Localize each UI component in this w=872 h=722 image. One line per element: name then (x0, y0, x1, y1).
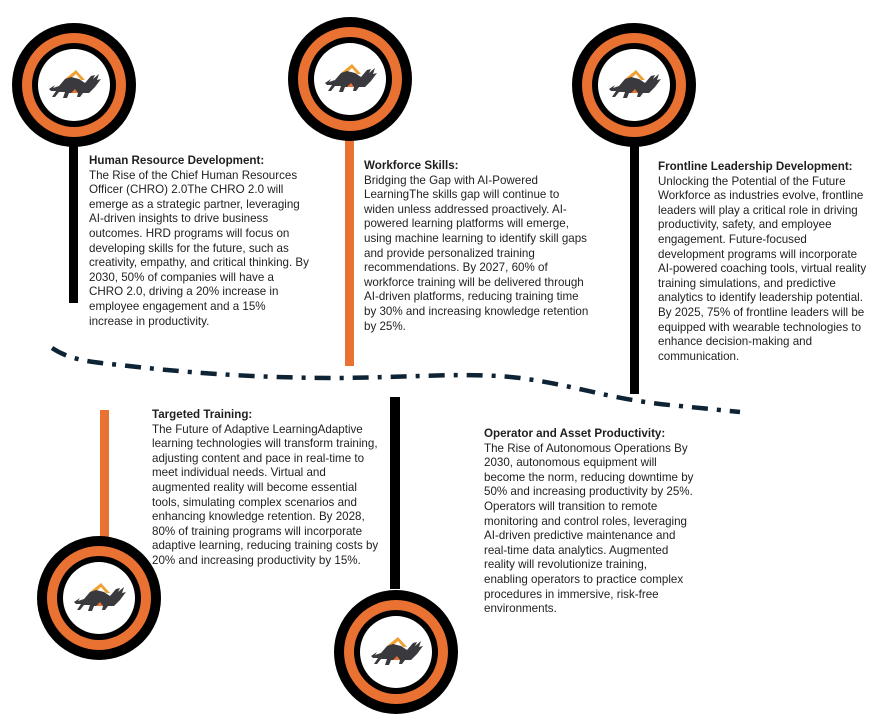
connector-line-workforce-skills (345, 138, 354, 366)
rhino-mountain-logo-icon (367, 634, 425, 670)
milestone-body: The Future of Adaptive LearningAdaptive learning technologies will transform training, adjusting content and pace in real-time to meet individual needs. Virtual and augmented reality will become essential tools, simulating complex scenarios and enhancing knowledge retention. By 2028, 80% of training programs will incorporate adaptive learning, reducing training costs by 20% and increasing productivity by 15%. (152, 422, 379, 567)
milestone-body: The Rise of the Chief Human Resources Officer (CHRO) 2.0The CHRO 2.0 will emerge as a strategic partner, leveraging AI-driven insights to drive business outcomes. HRD programs will focus on developing skills for the future, such as creativity, empathy, and critical thinking. By 2030, 50% of companies will have a CHRO 2.0, driving a 20% increase in employee engagement and a 15% increase in productivity. (89, 168, 309, 328)
milestone-circle-targeted-training (37, 536, 161, 660)
connector-line-targeted-training (100, 410, 109, 538)
milestone-body: Unlocking the Potential of the Future Workforce as industries evolve, frontline leaders will play a critical role in driving productivity, safety, and employee engagement. Future-focused development programs will incorporate AI-powered coaching tools, virtual reality training simulations, and predictive analytics to identify leadership potential. By 2025, 75% of frontline leaders will be equipped with wearable technologies to enhance decision-making and communication. (658, 174, 867, 363)
milestone-text-hrd (89, 154, 311, 329)
milestone-title: Human Resource Development: (89, 154, 265, 167)
milestone-title: Targeted Training: (152, 408, 253, 421)
rhino-mountain-logo-icon (70, 580, 128, 616)
milestone-text-operator-productivity (484, 427, 694, 617)
connector-line-frontline-leadership (630, 142, 639, 394)
milestone-title: Operator and Asset Productivity: (484, 427, 666, 440)
milestone-circle-hrd (12, 23, 136, 147)
rhino-mountain-logo-icon (605, 67, 663, 103)
milestone-body: The Rise of Autonomous Operations By 2030, autonomous equipment will become the norm, reducing downtime by 50% and increasing productivity by 25%. Operators will transition to remote monitoring and control roles, leveraging AI-driven predictive maintenance and real-time data analytics. Augmented reality will revolutionize training, enabling operators to practice complex procedures in immersive, risk-free environments. (484, 441, 694, 616)
milestone-title: Frontline Leadership Development: (658, 160, 853, 173)
milestone-text-workforce-skills (364, 159, 590, 334)
rhino-mountain-logo-icon (45, 67, 103, 103)
milestone-circle-operator-productivity (334, 590, 458, 714)
milestone-text-targeted-training (152, 408, 384, 569)
connector-line-hrd (69, 140, 78, 303)
milestone-body: Bridging the Gap with AI-Powered LearningThe skills gap will continue to widen unless addressed proactively. AI-powered learning platforms will emerge, using machine learning to identify skill gaps and provide personalized training recommendations. By 2027, 60% of workforce training will be delivered through AI-driven platforms, reducing training time by 30% and increasing knowledge retention by 25%. (364, 173, 589, 333)
connector-line-operator-productivity (390, 397, 400, 589)
milestone-text-frontline-leadership (658, 160, 870, 364)
rhino-mountain-logo-icon (321, 61, 379, 97)
milestone-title: Workforce Skills: (364, 159, 459, 172)
milestone-circle-workforce-skills (288, 17, 412, 141)
milestone-circle-frontline-leadership (572, 23, 696, 147)
